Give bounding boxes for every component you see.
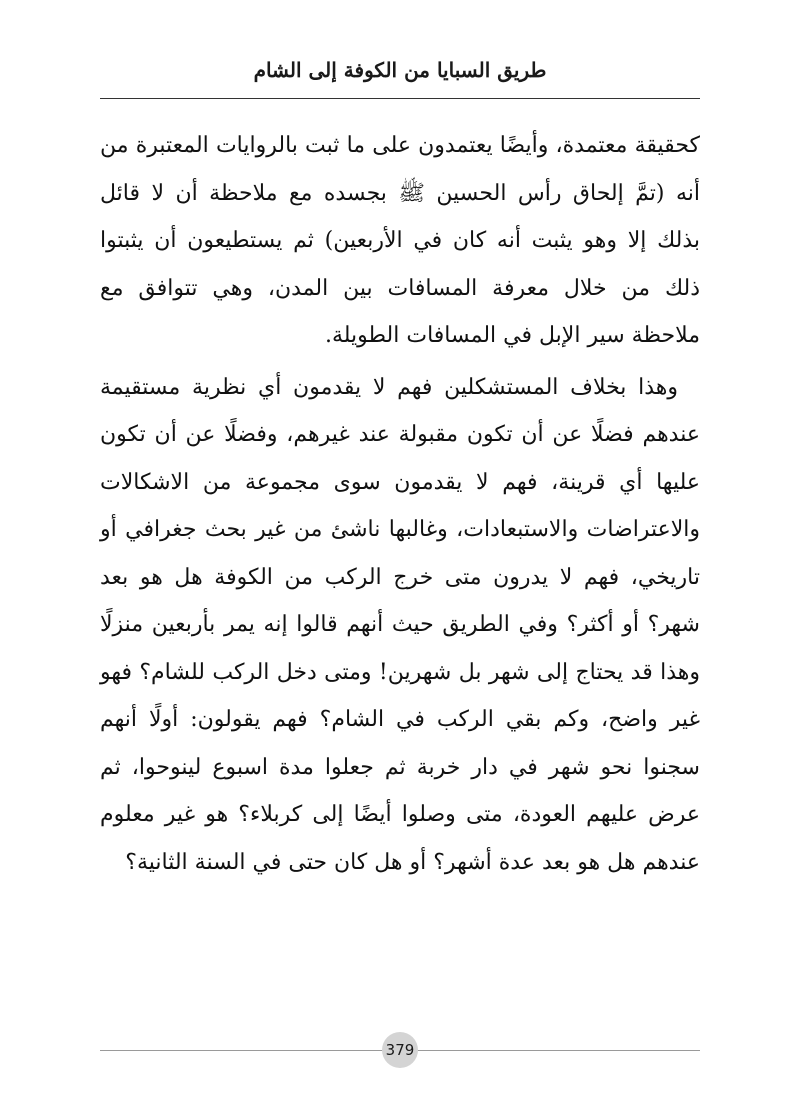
header-divider	[100, 98, 700, 99]
page-number-badge: 379	[382, 1032, 418, 1068]
page-body	[100, 122, 700, 886]
running-header-title: طريق السبايا من الكوفة إلى الشام	[253, 58, 547, 82]
paragraph-2: وهذا بخلاف المستشكلين فهم لا يقدمون أي نظرية مستقيمة عندهم فضلًا عن أن تكون مقبولة عند غيرهم، وفضلًا عن أن تكون عليها أي قرينة، فهم لا يقدمون سوى مجموعة من الاشكالات والاعتراضات والاستبعادات، وغالبها ناشئ من غير بحث جغرافي أو تاريخي، فهم لا يدرون متى خرج الركب من الكوفة هل هو بعد شهر؟ أو أكثر؟ وفي الطريق حيث أنهم قالوا إنه يمر بأربعين منزلًا وهذا قد يحتاج إلى شهر بل شهرين! ومتى دخل الركب للشام؟ فهو غير واضح، وكم بقي الركب في الشام؟ فهم يقولون: أولًا أنهم سجنوا نحو شهر في دار خربة ثم جعلوا مدة اسبوع لينوحوا، ثم عرض عليهم العودة، متى وصلوا أيضًا إلى كربلاء؟ هو غير معلوم عندهم هل هو بعد عدة أشهر؟ أو هل كان حتى في السنة الثانية؟	[100, 374, 700, 875]
paragraph-1: كحقيقة معتمدة، وأيضًا يعتمدون على ما ثبت بالروايات المعتبرة من أنه (تمَّ إلحاق رأس الحسين ﷺ بجسده مع ملاحظة أن لا قائل بذلك إلا وهو يثبت أنه كان في الأربعين) ثم يستطيعون أن يثبتوا ذلك من خلال معرفة المسافات بين المدن، وهي تتوافق مع ملاحظة سير الإبل في المسافات الطويلة.	[100, 133, 700, 348]
